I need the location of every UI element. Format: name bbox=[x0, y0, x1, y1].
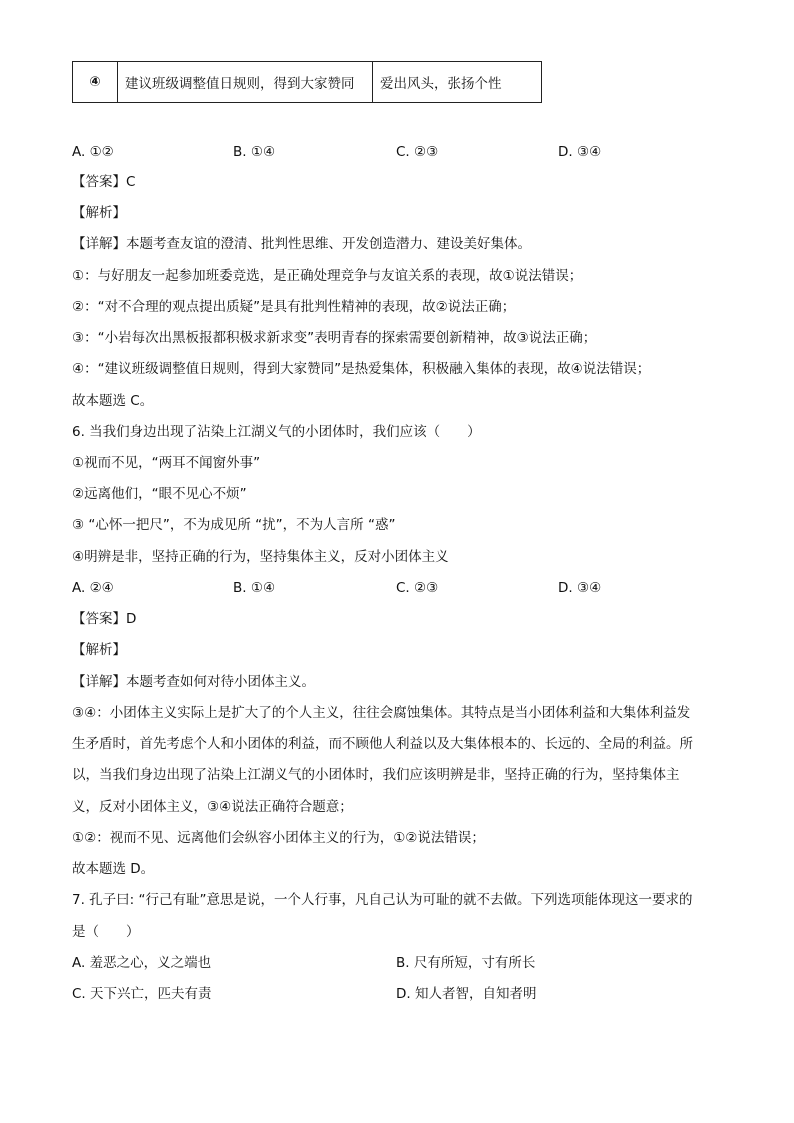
q6-point-1-line-3: 以，当我们身边出现了沾染上江湖义气的小团体时，我们应该明辨是非，坚持正确的行为，坚持集体主 bbox=[72, 767, 680, 783]
q6-point-1-line-4: 义，反对小团体主义，③④说法正确符合题意； bbox=[72, 799, 353, 815]
table-row bbox=[73, 62, 542, 103]
q5-conclusion: 故本题选 C。 bbox=[72, 393, 154, 409]
q5-option-c: C. ②③ bbox=[396, 144, 439, 160]
q6-option-b: B. ①④ bbox=[233, 580, 276, 596]
q6-conclusion: 故本题选 D。 bbox=[72, 861, 155, 877]
q6-statement-1: ①视而不见，“两耳不闻窗外事” bbox=[72, 455, 261, 471]
q6-analysis-label: 【解析】 bbox=[72, 642, 126, 658]
answer-table bbox=[72, 61, 542, 103]
q5-point-2: ②：“对不合理的观点提出质疑”是具有批判性精神的表现，故②说法正确； bbox=[72, 299, 516, 315]
q5-answer: 【答案】C bbox=[72, 174, 136, 190]
q5-analysis-label: 【解析】 bbox=[72, 205, 126, 221]
table-cell-content: 建议班级调整值日规则，得到大家赞同 bbox=[118, 62, 373, 103]
q5-option-d: D. ③④ bbox=[558, 144, 602, 160]
q5-detail: 【详解】本题考查友谊的澄清、批判性思维、开发创造潜力、建设美好集体。 bbox=[72, 236, 531, 252]
q6-point-1-line-1: ③④：小团体主义实际上是扩大了的个人主义，往往会腐蚀集体。其特点是当小团体利益和大集体利益发 bbox=[72, 705, 691, 721]
q6-detail: 【详解】本题考查如何对待小团体主义。 bbox=[72, 674, 315, 690]
q5-point-1: ①：与好朋友一起参加班委竞选，是正确处理竞争与友谊关系的表现，故①说法错误； bbox=[72, 268, 583, 284]
q6-point-1-line-2: 生矛盾时，首先考虑个人和小团体的利益，而不顾他人利益以及大集体根本的、长远的、全局的利益。所 bbox=[72, 736, 693, 752]
q6-option-c: C. ②③ bbox=[396, 580, 439, 596]
q6-statement-3: ③ “心怀一把尺”，不为成见所 “扰”，不为人言所 “惑” bbox=[72, 517, 396, 533]
q6-statement-2: ②远离他们，“眼不见心不烦” bbox=[72, 486, 247, 502]
q6-option-a: A. ②④ bbox=[72, 580, 114, 596]
q5-point-4: ④：“建议班级调整值日规则，得到大家赞同”是热爱集体，积极融入集体的表现，故④说法错误； bbox=[72, 361, 651, 377]
q7-option-b: B. 尺有所短，寸有所长 bbox=[396, 955, 536, 971]
table-cell-number: ④ bbox=[73, 62, 118, 103]
q6-point-2: ①②：视而不见、远离他们会纵容小团体主义的行为，①②说法错误； bbox=[72, 830, 485, 846]
q6-answer: 【答案】D bbox=[72, 611, 137, 627]
q5-option-b: B. ①④ bbox=[233, 144, 276, 160]
q5-point-3: ③：“小岩每次出黑板报都积极求新求变”表明青春的探索需要创新精神，故③说法正确； bbox=[72, 330, 597, 346]
q7-option-a: A. 羞恶之心，义之端也 bbox=[72, 955, 212, 971]
table-cell-comment: 爱出风头，张扬个性 bbox=[373, 62, 542, 103]
q7-option-d: D. 知人者智，自知者明 bbox=[396, 986, 537, 1002]
q7-stem-line-1: 7. 孔子曰: “行己有耻”意思是说，一个人行事，凡自己认为可耻的就不去做。下列选项能体现这一要求的 bbox=[72, 892, 693, 908]
q6-statement-4: ④明辨是非，坚持正确的行为，坚持集体主义，反对小团体主义 bbox=[72, 549, 449, 565]
q7-option-c: C. 天下兴亡，匹夫有责 bbox=[72, 986, 212, 1002]
q7-stem-line-2: 是（ ） bbox=[72, 924, 140, 940]
q6-stem: 6. 当我们身边出现了沾染上江湖义气的小团体时，我们应该（ ） bbox=[72, 424, 481, 440]
q5-option-a: A. ①② bbox=[72, 144, 114, 160]
q6-option-d: D. ③④ bbox=[558, 580, 602, 596]
